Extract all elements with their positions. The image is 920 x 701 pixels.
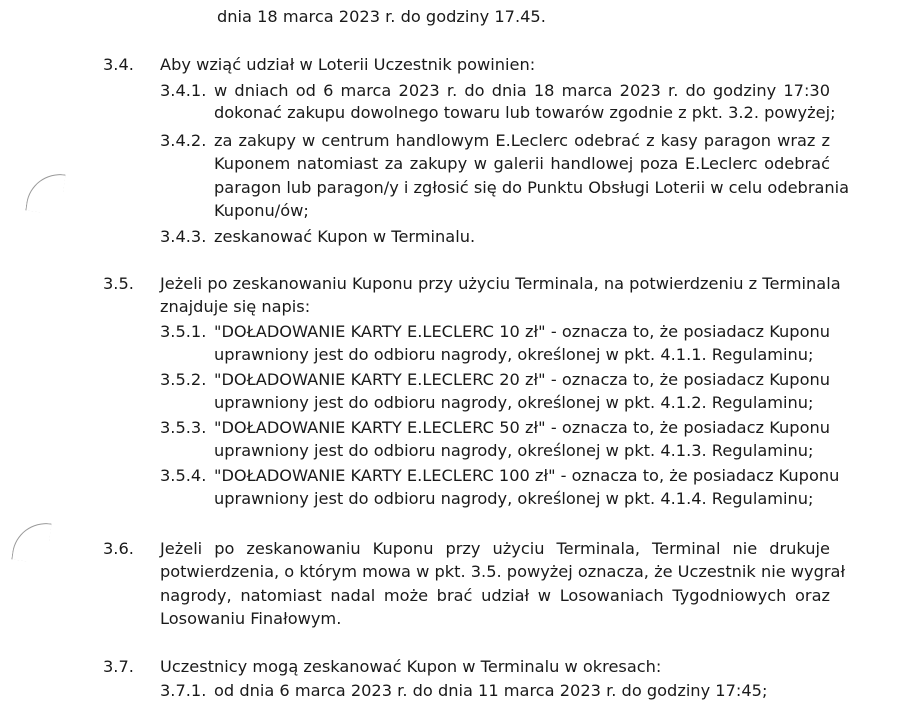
item-number: 3.5.4. xyxy=(160,466,207,485)
punch-hole-mark xyxy=(25,170,65,215)
item-number: 3.7.1. xyxy=(160,681,207,700)
item-number: 3.4.3. xyxy=(160,227,207,246)
item-number: 3.5.2. xyxy=(160,370,207,389)
item-number: 3.5.3. xyxy=(160,418,207,437)
item-number: 3.4.1. xyxy=(160,81,207,100)
section-number: 3.7. xyxy=(103,657,134,676)
section-line: znajduje się napis: xyxy=(160,297,311,316)
item-line: uprawniony jest do odbioru nagrody, określonej w pkt. 4.1.1. Regulaminu; xyxy=(214,345,814,364)
section-text: Uczestnicy mogą zeskanować Kupon w Terminalu w okresach: xyxy=(160,657,662,676)
item-line: Kuponem natomiast za zakupy w galerii handlowej poza E.Leclerc odebrać xyxy=(214,154,830,173)
item-line: "DOŁADOWANIE KARTY E.LECLERC 50 zł" - oznacza to, że posiadacz Kuponu xyxy=(214,418,830,437)
item-line: paragon lub paragon/y i zgłosić się do Punktu Obsługi Loterii w celu odebrania xyxy=(214,178,850,197)
item-line: Kuponu/ów; xyxy=(214,201,309,220)
item-line: za zakupy w centrum handlowym E.Leclerc odebrać z kasy paragon wraz z xyxy=(214,131,830,150)
section-text: Aby wziąć udział w Loterii Uczestnik powinien: xyxy=(160,55,536,74)
item-line: zeskanować Kupon w Terminalu. xyxy=(214,227,476,246)
item-line: dokonać zakupu dowolnego towaru lub towarów zgodnie z pkt. 3.2. powyżej; xyxy=(214,103,836,122)
item-line: "DOŁADOWANIE KARTY E.LECLERC 100 zł" - oznacza to, że posiadacz Kuponu xyxy=(214,466,840,485)
punch-hole-mark xyxy=(11,519,51,564)
section-line: Losowaniu Finałowym. xyxy=(160,609,342,628)
item-line: "DOŁADOWANIE KARTY E.LECLERC 20 zł" - oznacza to, że posiadacz Kuponu xyxy=(214,370,830,389)
item-number: 3.5.1. xyxy=(160,322,207,341)
section-line: potwierdzenia, o którym mowa w pkt. 3.5. powyżej oznacza, że Uczestnik nie wygrał xyxy=(160,562,846,581)
item-line: w dniach od 6 marca 2023 r. do dnia 18 marca 2023 r. do godziny 17:30 xyxy=(214,81,830,100)
item-line: uprawniony jest do odbioru nagrody, określonej w pkt. 4.1.3. Regulaminu; xyxy=(214,441,814,460)
item-line: od dnia 6 marca 2023 r. do dnia 11 marca 2023 r. do godziny 17:45; xyxy=(214,681,768,700)
item-line: uprawniony jest do odbioru nagrody, określonej w pkt. 4.1.4. Regulaminu; xyxy=(214,489,814,508)
section-line: nagrody, natomiast nadal może brać udział w Losowaniach Tygodniowych oraz xyxy=(160,586,830,605)
section-number: 3.5. xyxy=(103,274,134,293)
section-number: 3.4. xyxy=(103,55,134,74)
item-line: uprawniony jest do odbioru nagrody, określonej w pkt. 4.1.2. Regulaminu; xyxy=(214,393,814,412)
item-number: 3.4.2. xyxy=(160,131,207,150)
section-number: 3.6. xyxy=(103,539,134,558)
section-line: Jeżeli po zeskanowaniu Kuponu przy użyciu Terminala, Terminal nie drukuje xyxy=(160,539,830,558)
section-line: Jeżeli po zeskanowaniu Kuponu przy użyciu Terminala, na potwierdzeniu z Terminala xyxy=(160,274,841,293)
item-line: "DOŁADOWANIE KARTY E.LECLERC 10 zł" - oznacza to, że posiadacz Kuponu xyxy=(214,322,830,341)
continuation-line: dnia 18 marca 2023 r. do godziny 17.45. xyxy=(217,7,546,26)
